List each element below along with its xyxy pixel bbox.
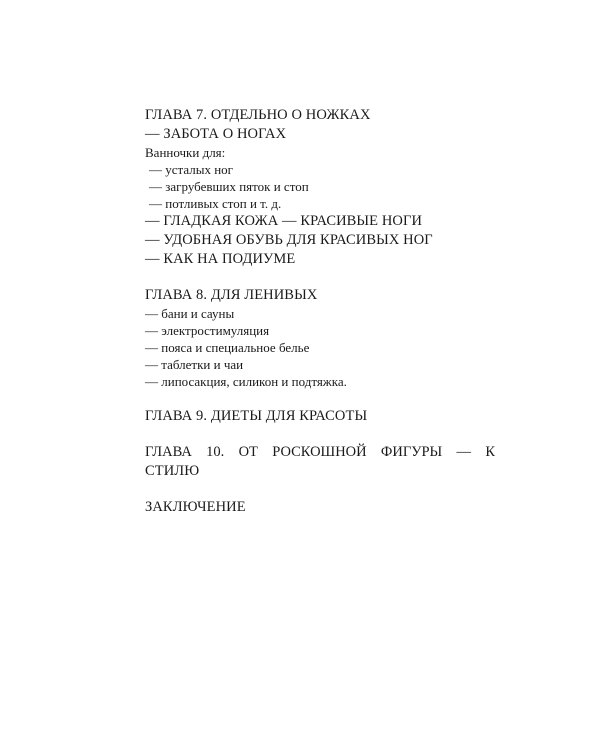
chapter-10-title-line-2: СТИЛЮ: [145, 463, 200, 479]
baths-item-rough-heels: — загрубевших пяток и стоп: [149, 179, 309, 194]
chapter-8-item-belts-underwear: — пояса и специальное белье: [145, 340, 310, 355]
chapter-8-title: ГЛАВА 8. ДЛЯ ЛЕНИВЫХ: [145, 287, 318, 303]
chapter-9-title: ГЛАВА 9. ДИЕТЫ ДЛЯ КРАСОТЫ: [145, 408, 368, 424]
chapter-8-item-liposuction: — липосакция, силикон и подтяжка.: [145, 374, 347, 389]
chapter-10-title-line-1: ГЛАВА 10. ОТ РОСКОШНОЙ ФИГУРЫ — К: [145, 444, 495, 460]
conclusion-title: ЗАКЛЮЧЕНИЕ: [145, 499, 246, 515]
chapter-8-item-baths-saunas: — бани и сауны: [145, 306, 235, 321]
baths-item-tired-feet: — усталых ног: [149, 162, 234, 177]
section-comfortable-shoes: — УДОБНАЯ ОБУВЬ ДЛЯ КРАСИВЫХ НОГ: [145, 232, 433, 248]
chapter-8-item-electrostimulation: — электростимуляция: [145, 323, 270, 338]
section-smooth-skin: — ГЛАДКАЯ КОЖА — КРАСИВЫЕ НОГИ: [145, 213, 423, 229]
baths-item-sweaty-feet: — потливых стоп и т. д.: [149, 196, 282, 211]
section-foot-care: — ЗАБОТА О НОГАХ: [145, 126, 287, 142]
chapter-8-item-pills-teas: — таблетки и чаи: [145, 357, 244, 372]
section-like-on-podium: — КАК НА ПОДИУМЕ: [145, 251, 296, 267]
table-of-contents: [145, 106, 495, 517]
chapter-10-title: [145, 443, 495, 481]
chapter-7-title: ГЛАВА 7. ОТДЕЛЬНО О НОЖКАХ: [145, 107, 371, 123]
baths-label: Ванночки для:: [145, 145, 226, 160]
